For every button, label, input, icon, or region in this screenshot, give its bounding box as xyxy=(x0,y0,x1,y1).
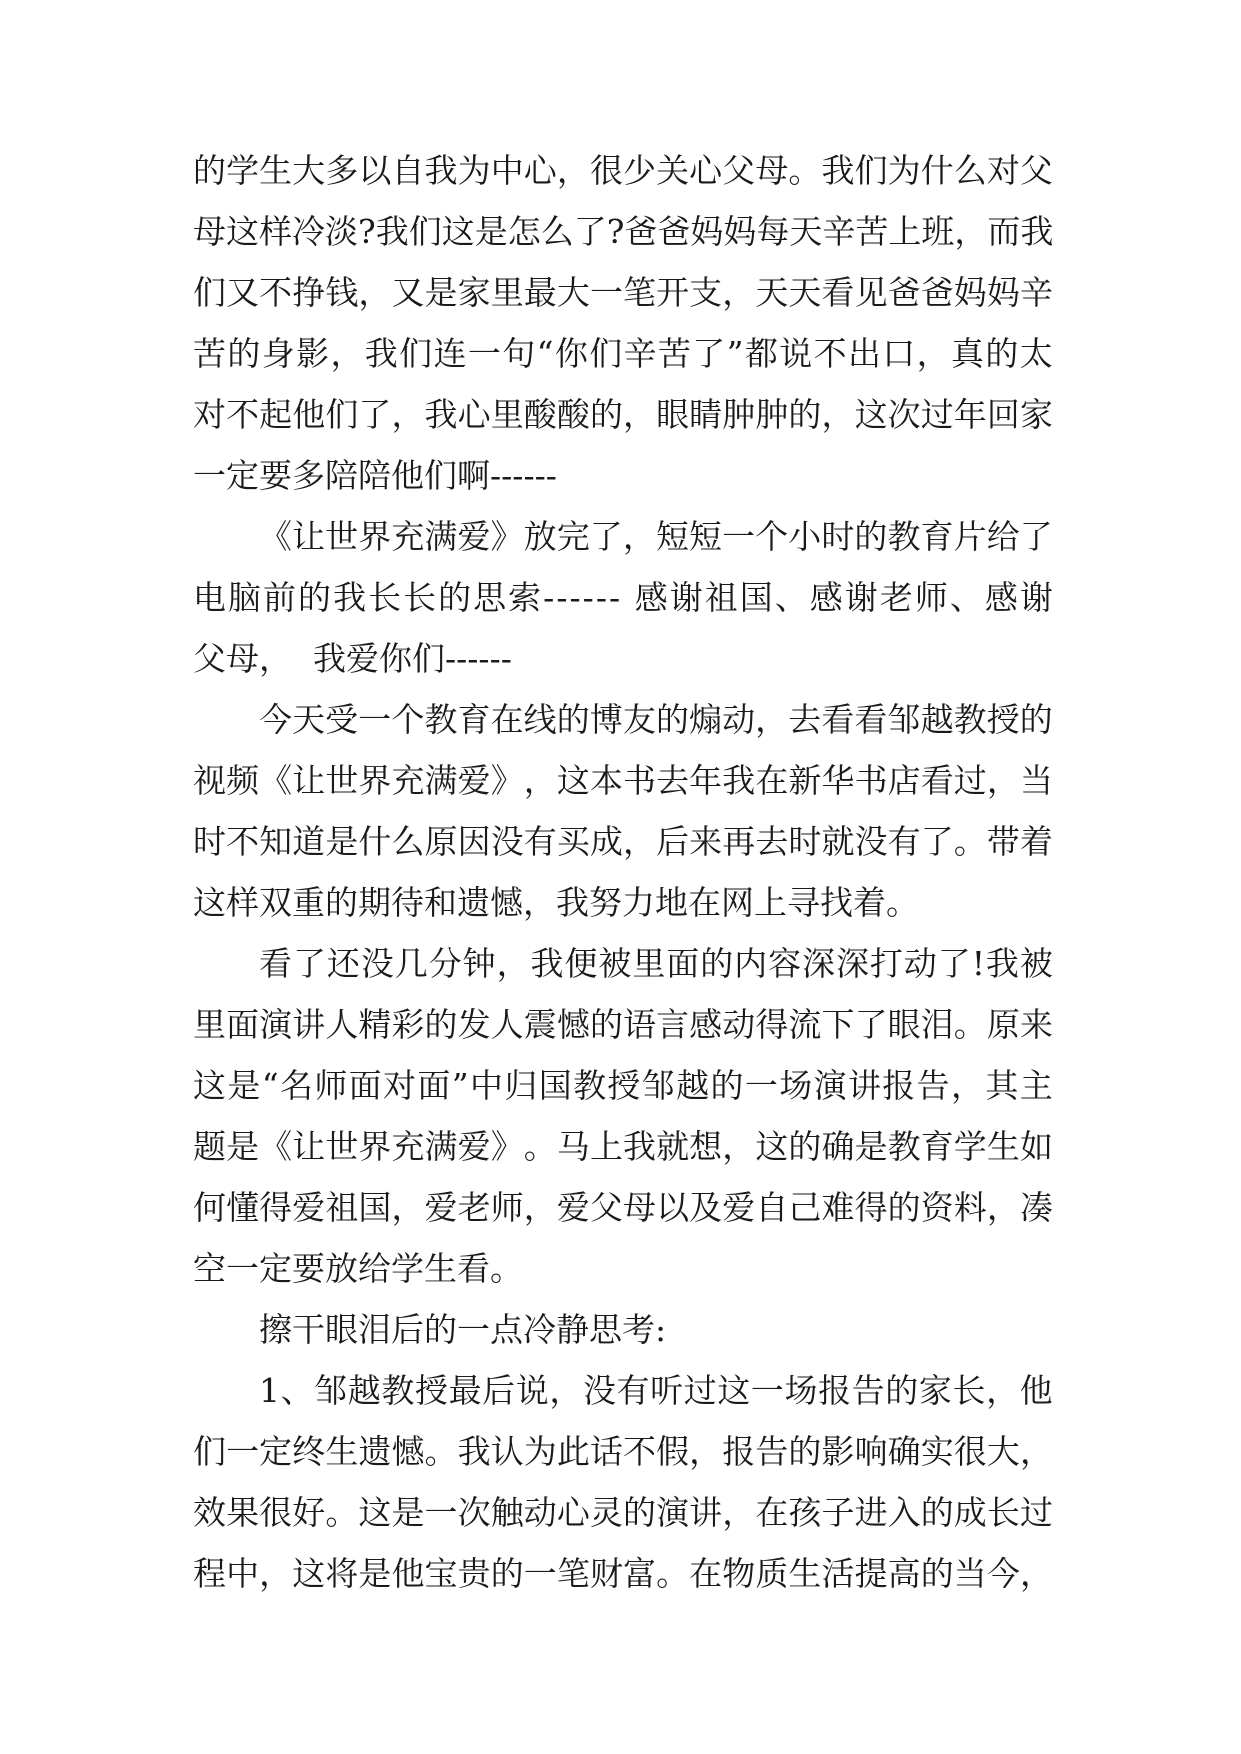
text-line: 《 让 世 界 充 满 爱 》 放 完 了 ， 短 短 一 个 小 时 的 教 育 片 给 了 xyxy=(259,517,1053,556)
text-line: 里 面 演 讲 人 精 彩 的 发 人 震 憾 的 语 言 感 动 得 流 下 了 眼 泪 。 原 来 xyxy=(193,1005,1053,1044)
text-line: 一定要多陪陪他们啊------ xyxy=(193,456,557,495)
text-line: 看 了 还 没 几 分 钟 ， 我 便 被 里 面 的 内 容 深 深 打 动 了 ! 我 被 xyxy=(259,944,1053,983)
text-line: 何 懂 得 爱 祖 国 ， 爱 老 师 ， 爱 父 母 以 及 爱 自 己 难 得 的 资 料 ， 凑 xyxy=(193,1188,1053,1227)
text-line: 父母， 我爱你们------ xyxy=(193,639,512,678)
text-line: 对 不 起 他 们 了 ， 我 心 里 酸 酸 的 ， 眼 睛 肿 肿 的 ， 这 次 过 年 回 家 xyxy=(193,395,1053,434)
text-line: 苦 的 身 影 ， 我 们 连 一 句 “ 你 们 辛 苦 了 ” 都 说 不 出 口 ， 真 的 太 xyxy=(193,334,1053,373)
text-line: 这样双重的期待和遗憾，我努力地在网上寻找着。 xyxy=(193,883,919,922)
text-line: 1 、 邹 越 教 授 最 后 说 ， 没 有 听 过 这 一 场 报 告 的 家 长 ， 他 xyxy=(259,1371,1053,1410)
text-line: 视 频 《 让 世 界 充 满 爱 》 ， 这 本 书 去 年 我 在 新 华 书 店 看 过 ， 当 xyxy=(193,761,1053,800)
text-line: 电 脑 前 的 我 长 长 的 思 索 - - - - - - 感 谢 祖 国 、 感 谢 老 师 、 感 谢 xyxy=(193,578,1053,617)
text-line: 程 中 ， 这 将 是 他 宝 贵 的 一 笔 财 富 。 在 物 质 生 活 提 高 的 当 今 ， xyxy=(193,1554,1053,1593)
text-line: 们 又 不 挣 钱 ， 又 是 家 里 最 大 一 笔 开 支 ， 天 天 看 见 爸 爸 妈 妈 辛 xyxy=(193,273,1053,312)
text-line: 擦干眼泪后的一点冷静思考: xyxy=(259,1310,667,1349)
text-line: 题 是 《 让 世 界 充 满 爱 》 。 马 上 我 就 想 ， 这 的 确 是 教 育 学 生 如 xyxy=(193,1127,1053,1166)
text-line: 空一定要放给学生看。 xyxy=(193,1249,523,1288)
text-line: 时 不 知 道 是 什 么 原 因 没 有 买 成 ， 后 来 再 去 时 就 没 有 了 。 带 着 xyxy=(193,822,1053,861)
text-line: 这 是 “ 名 师 面 对 面 ” 中 归 国 教 授 邹 越 的 一 场 演 讲 报 告 ， 其 主 xyxy=(193,1066,1053,1105)
text-line: 母 这 样 冷 淡 ? 我 们 这 是 怎 么 了 ? 爸 爸 妈 妈 每 天 辛 苦 上 班 ， 而 我 xyxy=(193,212,1053,251)
text-line: 们 一 定 终 生 遗 憾 。 我 认 为 此 话 不 假 ， 报 告 的 影 响 确 实 很 大 ， xyxy=(193,1432,1053,1471)
text-line: 效 果 很 好 。 这 是 一 次 触 动 心 灵 的 演 讲 ， 在 孩 子 进 入 的 成 长 过 xyxy=(193,1493,1053,1532)
text-line: 今 天 受 一 个 教 育 在 线 的 博 友 的 煽 动 ， 去 看 看 邹 越 教 授 的 xyxy=(259,700,1053,739)
text-line: 的 学 生 大 多 以 自 我 为 中 心 ， 很 少 关 心 父 母 。 我 们 为 什 么 对 父 xyxy=(193,151,1053,190)
body-text xyxy=(193,140,1053,1604)
